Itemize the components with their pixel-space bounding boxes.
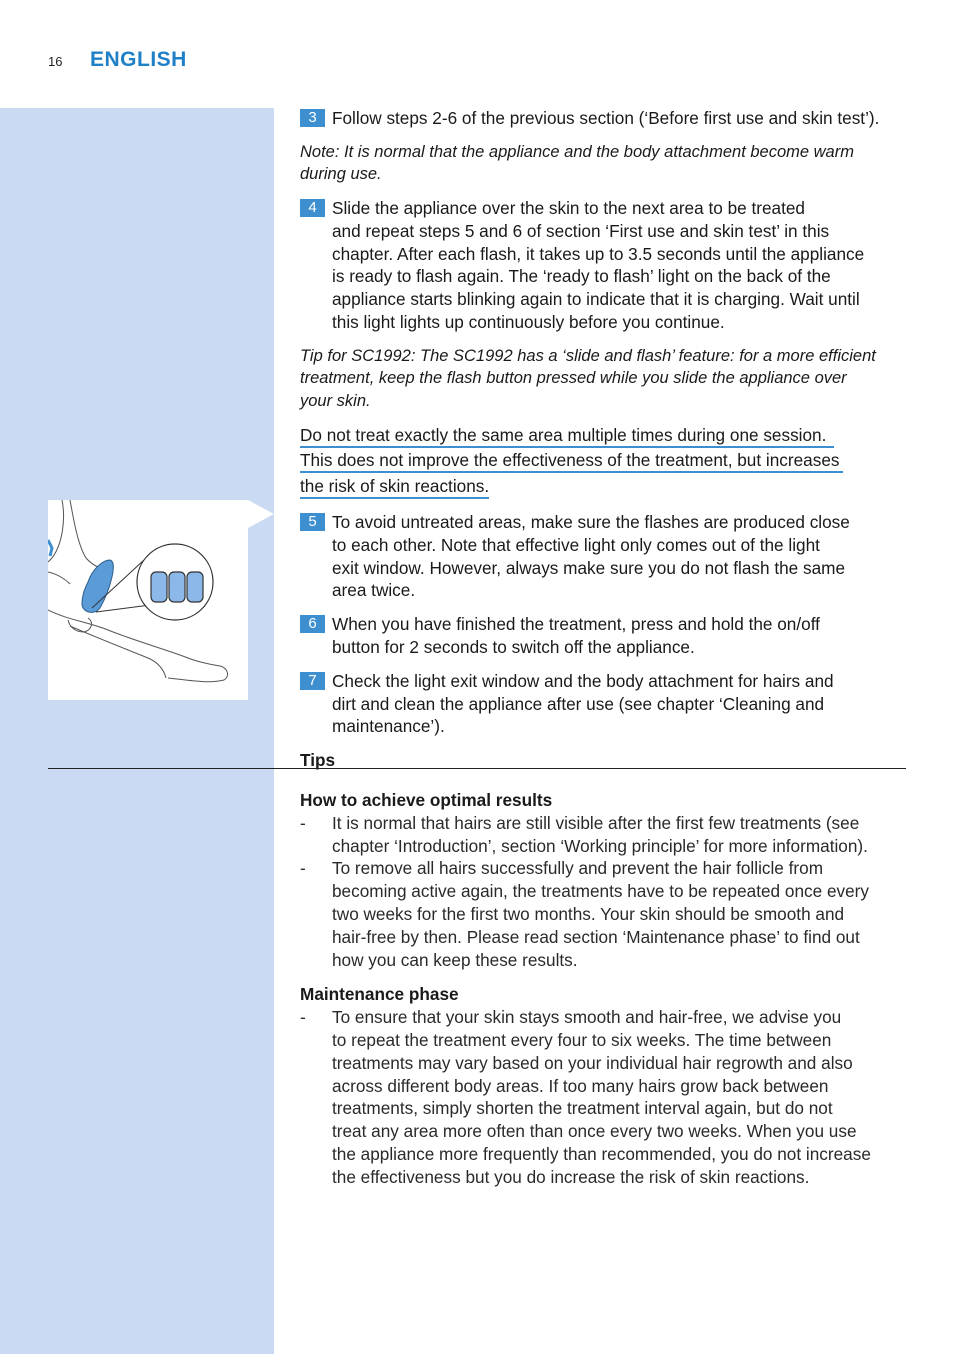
illustration-pointer	[248, 500, 274, 528]
list-item	[300, 857, 906, 971]
tip-line: your skin.	[300, 391, 371, 410]
step-line: area twice.	[332, 580, 416, 601]
dash-bullet: -	[300, 1007, 306, 1028]
tip-line: treatment, keep the flash button pressed while you slide the appliance over	[300, 369, 847, 388]
note-text	[300, 141, 906, 186]
bullet-line: becoming active again, the treatments have to be repeated once every	[332, 881, 869, 902]
bullet-line: hair-free by then. Please read section ‘Maintenance phase’ to find out	[332, 926, 860, 947]
leg-illustration-icon	[48, 500, 248, 700]
tips-section	[300, 789, 906, 1189]
warning-line: Do not treat exactly the same area multiple times during one session.	[300, 425, 834, 448]
tips-heading: Tips	[300, 750, 336, 771]
section-divider	[48, 768, 906, 769]
tip-text	[300, 345, 906, 413]
bullet-line: to repeat the treatment every four to six weeks. The time between	[332, 1029, 832, 1050]
warning-line: This does not improve the effectiveness of the treatment, but increases	[300, 450, 843, 473]
maintenance-heading: Maintenance phase	[300, 984, 459, 1005]
step-line: to each other. Note that effective light only comes out of the light	[332, 534, 820, 555]
list-item	[300, 812, 906, 858]
step-line: appliance starts blinking again to indicate that it is charging. Wait until	[332, 289, 860, 310]
sidebar-panel	[0, 108, 274, 1354]
dash-bullet: -	[300, 858, 306, 879]
step-line: Slide the appliance over the skin to the next area to be treated	[332, 197, 805, 218]
leg-with-epilator-illustration	[48, 500, 248, 700]
step-line: is ready to flash again. The ‘ready to flash’ light on the back of the	[332, 266, 831, 287]
step-4	[300, 197, 906, 334]
step-6	[300, 613, 906, 659]
step-line: button for 2 seconds to switch off the appliance.	[332, 637, 695, 658]
step-number-badge: 7	[300, 672, 325, 690]
step-number-badge: 3	[300, 109, 325, 127]
instructions-column	[300, 107, 906, 772]
note-line: during use.	[300, 165, 382, 184]
step-5	[300, 511, 906, 602]
step-text: Follow steps 2-6 of the previous section (‘Before first use and skin test’).	[332, 108, 880, 128]
note-line: Note: It is normal that the appliance and the body attachment become warm	[300, 142, 854, 161]
warning-text	[300, 424, 906, 501]
bullet-line: To remove all hairs successfully and prevent the hair follicle from	[332, 858, 824, 879]
step-number-badge: 5	[300, 513, 325, 531]
step-line: To avoid untreated areas, make sure the flashes are produced close	[332, 512, 850, 533]
bullet-line: how you can keep these results.	[332, 949, 578, 970]
step-number-badge: 6	[300, 615, 325, 633]
bullet-line: treat any area more often than once every two weeks. When you use	[332, 1121, 857, 1142]
step-line: chapter. After each flash, it takes up to 3.5 seconds until the appliance	[332, 243, 865, 264]
bullet-line: across different body areas. If too many hairs grow back between	[332, 1075, 829, 1096]
step-line: exit window. However, always make sure you do not flash the same	[332, 557, 846, 578]
bullet-line: the appliance more frequently than recommended, you do not increase	[332, 1143, 871, 1164]
optimal-results-heading: How to achieve optimal results	[300, 790, 553, 810]
bullet-line: the effectiveness but you do increase the risk of skin reactions.	[332, 1166, 810, 1187]
bullet-line: treatments may vary based on your individual hair regrowth and also	[332, 1052, 853, 1073]
step-line: dirt and clean the appliance after use (see chapter ‘Cleaning and	[332, 693, 825, 714]
list-item	[300, 1006, 906, 1188]
page-number: 16	[48, 54, 63, 69]
step-number-badge: 4	[300, 199, 325, 217]
step-line: this light lights up continuously before you continue.	[332, 311, 725, 332]
step-line: maintenance’).	[332, 716, 445, 737]
step-line: and repeat steps 5 and 6 of section ‘First use and skin test’ in this	[332, 220, 830, 241]
language-heading: ENGLISH	[90, 48, 187, 71]
bullet-line: chapter ‘Introduction’, section ‘Working principle’ for more information).	[332, 835, 868, 856]
step-3	[300, 107, 906, 130]
dash-bullet: -	[300, 812, 306, 833]
bullet-line: two weeks for the first two months. Your skin should be smooth and	[332, 903, 845, 924]
warning-line: the risk of skin reactions.	[300, 476, 489, 499]
tip-line: Tip for SC1992: The SC1992 has a ‘slide and flash’ feature: for a more efficient	[300, 346, 876, 365]
bullet-line: It is normal that hairs are still visible after the first few treatments (see	[332, 812, 860, 833]
step-line: When you have finished the treatment, press and hold the on/off	[332, 614, 820, 635]
step-7	[300, 670, 906, 738]
bullet-line: To ensure that your skin stays smooth and hair-free, we advise you	[332, 1007, 842, 1028]
bullet-line: treatments, simply shorten the treatment interval again, but do not	[332, 1098, 833, 1119]
step-line: Check the light exit window and the body attachment for hairs and	[332, 670, 834, 691]
